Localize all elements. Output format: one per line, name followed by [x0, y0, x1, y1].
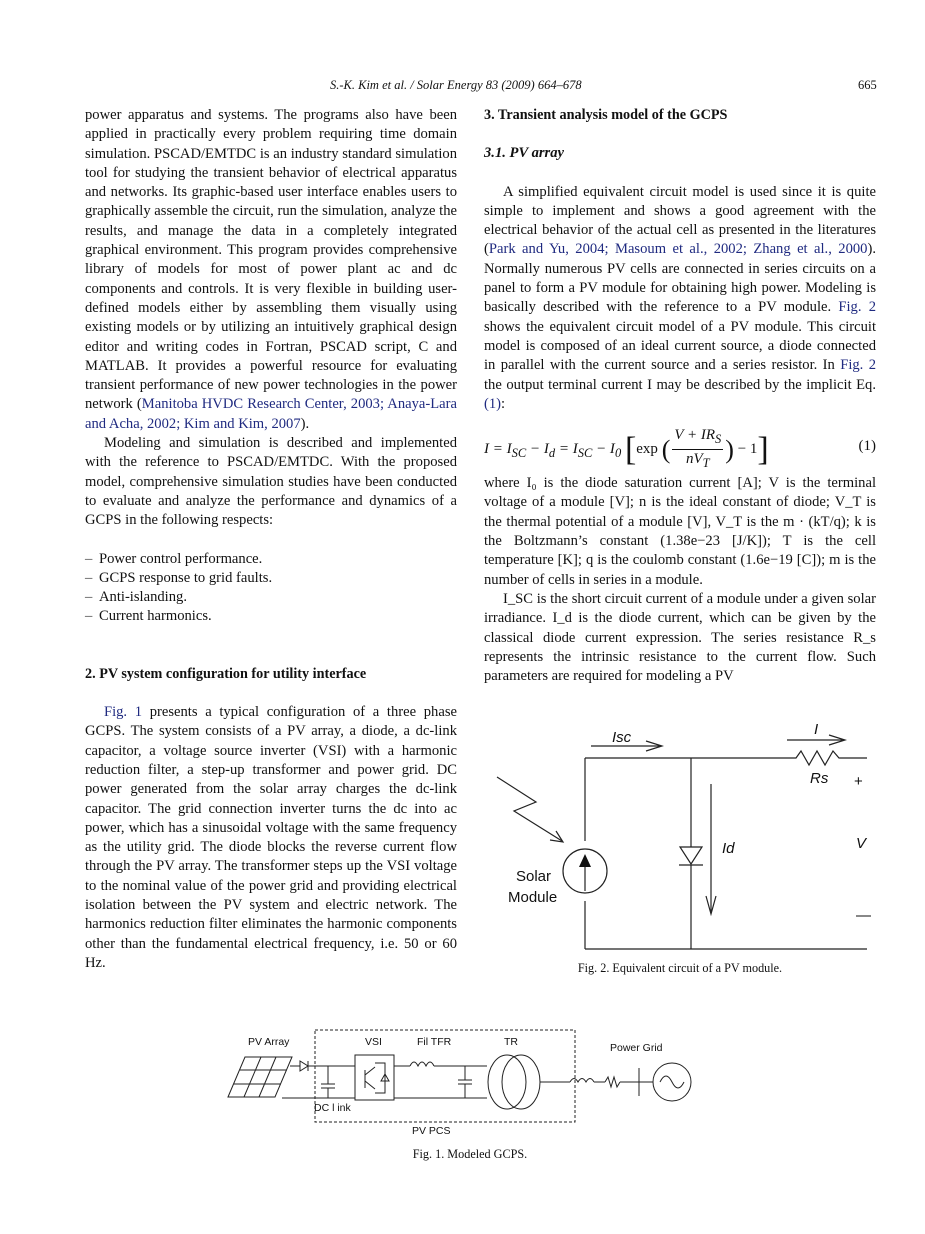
paragraph-text: shows the equivalent circuit model of a PV module. This circuit model is composed of an ideal current source, a diode connected in parallel with the current source and a series resistor. In: [484, 318, 876, 374]
eq-term: V + IR: [674, 427, 716, 444]
eq-term: − I: [526, 441, 549, 458]
section-heading: 2. PV system configuration for utility interface: [85, 665, 367, 682]
eq-sub: S: [715, 432, 722, 447]
list-item: – Anti-islanding.: [85, 588, 457, 607]
figure-1: [220, 1025, 720, 1140]
igbt-line: [375, 1063, 385, 1093]
pv-panel-icon: [228, 1057, 292, 1097]
eq-sub: T: [702, 456, 710, 471]
paragraph-pscad: [85, 106, 457, 434]
label-power-grid: Power Grid: [610, 1042, 663, 1054]
figure-1-caption: Fig. 1. Modeled GCPS.: [412, 1147, 528, 1161]
citation-link[interactable]: Park and Yu, 2004; Masoum et al., 2002; Zhang et al., 2000: [488, 241, 868, 258]
paragraph-text: the output terminal current I may be described by the implicit Eq.: [484, 376, 876, 393]
vsi-icon: [355, 1055, 394, 1100]
light-ray-icon: [497, 777, 562, 841]
paragraph-configuration: [85, 703, 457, 973]
equation-number: (1): [858, 438, 876, 455]
label-rs: Rs: [810, 770, 829, 787]
paragraph-text: A simplified equivalent circuit model is used since it is quite simple to implement and shows a good agreement with the electrical behavior of the actual cell as presented in the literatures (: [484, 183, 876, 258]
label-solar: Solar: [516, 868, 552, 885]
eq-term: nV: [686, 451, 703, 468]
list-item: – Current harmonics.: [85, 607, 457, 626]
eq-sub: SC: [511, 446, 527, 461]
label-filter: Fil TFR: [417, 1036, 452, 1048]
eq-numerator: [672, 426, 723, 450]
label-pv-pcs: PV PCS: [412, 1125, 451, 1137]
panel-grid-line: [244, 1057, 261, 1097]
eq-sub: 0: [614, 446, 622, 461]
line-inductor-icon: [570, 1079, 594, 1083]
list-item: – GCPS response to grid faults.: [85, 569, 457, 588]
journal-reference: S.-K. Kim et al. / Solar Energy 83 (2009) 664–678: [330, 78, 582, 92]
label-v: V: [856, 835, 867, 852]
respects-list: [85, 550, 457, 627]
label-i: I: [814, 721, 819, 738]
paragraph-definitions: where I₀ is the diode saturation current [A]; V is the terminal voltage of a module [V]; n is the ideal constant of diode; V_T is the thermal potential of a module [V], V_T is the m · (kT/q); k is the Boltzmann’s constant (1.38e−23 [J/K]); T is the cell temperature [K]; q is the coulomb constant (1.6e−19 [C]); m is the number of cells in series in a module.: [484, 475, 876, 588]
eq-term: − 1: [733, 441, 758, 458]
label-dc-link: DC l ink: [314, 1102, 351, 1114]
paragraph-text: presents a typical configuration of a three phase GCPS. The system consists of a PV array, a diode, a dc-link capacitor, a voltage source inverter (VSI) with a harmonic reduction filter, a step-up transformer and power grid. DC power generated from the solar array charges the dc-link capacitor. The grid connection inverter turns the dc into ac power, which has a sinusoidal voltage with the same frequency as the utility grid. The diode blocks the reverse current flow through the PV array. The transformer steps up the VSI voltage to the nominal value of the power grid and providing electrical isolation between the PV system and electric network. The harmonics reduction filter eliminates the harmonic components other than the fundamental electrical frequency, i.e. 50 or 60 Hz.: [85, 704, 457, 971]
line-resistor-icon: [605, 1077, 620, 1087]
resistor-rs: [789, 751, 867, 765]
equation-body: [484, 426, 769, 474]
paragraph-isc: I_SC is the short circuit current of a module under a given solar irradiance. I_d is the diode current, which can be given by the classical diode current expression. The series resistance R_s represents the intrinsic resistance to the current flow. Such parameters are required for modeling a PV: [484, 590, 876, 685]
figure-link[interactable]: Fig. 2: [838, 299, 876, 316]
right-paren: ): [725, 435, 734, 465]
label-minus: —: [856, 907, 871, 924]
figure-link[interactable]: Fig. 2: [840, 357, 876, 374]
section-heading: 3. Transient analysis model of the GCPS: [484, 107, 728, 123]
figure-2-caption: Fig. 2. Equivalent circuit of a PV module.: [577, 961, 783, 975]
citation-link[interactable]: Manitoba HVDC Research Center, 2003; Anaya-Lara and Acha, 2002; Kim and Kim, 2007: [85, 396, 457, 432]
label-isc: Isc: [612, 729, 632, 746]
igbt-line: [365, 1081, 375, 1089]
subsection-heading: 3.1. PV array: [484, 145, 565, 162]
eq-exp: exp: [636, 441, 658, 458]
paragraph-text: :: [501, 395, 506, 412]
paragraph-text: ). Normally numerous PV cells are connected in series circuits on a panel to form a PV module for obtaining high power. Modeling is basically described with the reference to a PV module.: [484, 241, 876, 316]
figure-2: [484, 716, 876, 956]
equivalent-circuit-diagram: [484, 716, 876, 956]
label-tr: TR: [504, 1036, 518, 1048]
eq-term: − I: [592, 441, 615, 458]
source-arrow-head: [579, 854, 591, 867]
list-item: – Power control performance.: [85, 550, 457, 569]
eq-sub: d: [548, 446, 556, 461]
panel-grid-line: [259, 1057, 276, 1097]
label-vsi: VSI: [365, 1036, 382, 1048]
figure-link[interactable]: Fig. 1: [103, 704, 143, 721]
label-module: Module: [508, 889, 558, 906]
eq-term: I = I: [484, 441, 512, 458]
eq-term: = I: [555, 441, 578, 458]
igbt-line: [365, 1067, 375, 1075]
eq-denominator: [672, 450, 723, 473]
left-bracket: [: [624, 431, 637, 469]
paragraph-text: ).: [300, 415, 310, 432]
label-pv-array: PV Array: [248, 1036, 290, 1048]
right-column: [484, 106, 876, 686]
equation-1: [484, 414, 876, 474]
gcps-diagram: [220, 1025, 720, 1140]
page-number: 665: [858, 78, 877, 92]
diode-icon: [300, 1061, 308, 1071]
paragraph-pv-model: [484, 183, 876, 415]
paragraph-modeling: Modeling and simulation is described and implemented with the reference to PSCAD/EMTDC. With the proposed model, comprehensive simulation studies have been conducted to evaluate and analyze the performance and dynamics of a GCPS in the following respects:: [85, 435, 457, 529]
paragraph-text: power apparatus and systems. The programs also have been applied in practically every problem requiring time domain simulation. PSCAD/EMTDC is an industry standard simulation tool for studying the transient behavior of electrical apparatus and networks. Its graphic-based user interface enables users to graphically assemble the circuit, run the simulation, analyze the results, and manage the data in a completely integrated graphical environment. This program provides comprehensive library of models for most of power plant ac and dc components and controls. It is very flexible in building user-defined models either by assembling them visually using existing models or by utilizing an intuitively graphical design editor and writing codes in Fortran, PSCAD script, C and MATLAB. It provides a powerful resource for evaluating transient performance of new power technologies in the power network (: [85, 107, 458, 413]
eq-sub: SC: [577, 446, 593, 461]
filter-inductor-icon: [410, 1062, 434, 1066]
sine-wave: [660, 1076, 684, 1088]
right-bracket: ]: [757, 431, 769, 469]
label-id: Id: [722, 840, 735, 857]
left-paren: (: [661, 435, 671, 465]
diode-triangle: [680, 847, 702, 864]
left-column: [85, 106, 457, 973]
equation-link[interactable]: (1): [484, 395, 502, 412]
label-plus: +: [854, 773, 863, 790]
eq-fraction: [672, 426, 723, 474]
